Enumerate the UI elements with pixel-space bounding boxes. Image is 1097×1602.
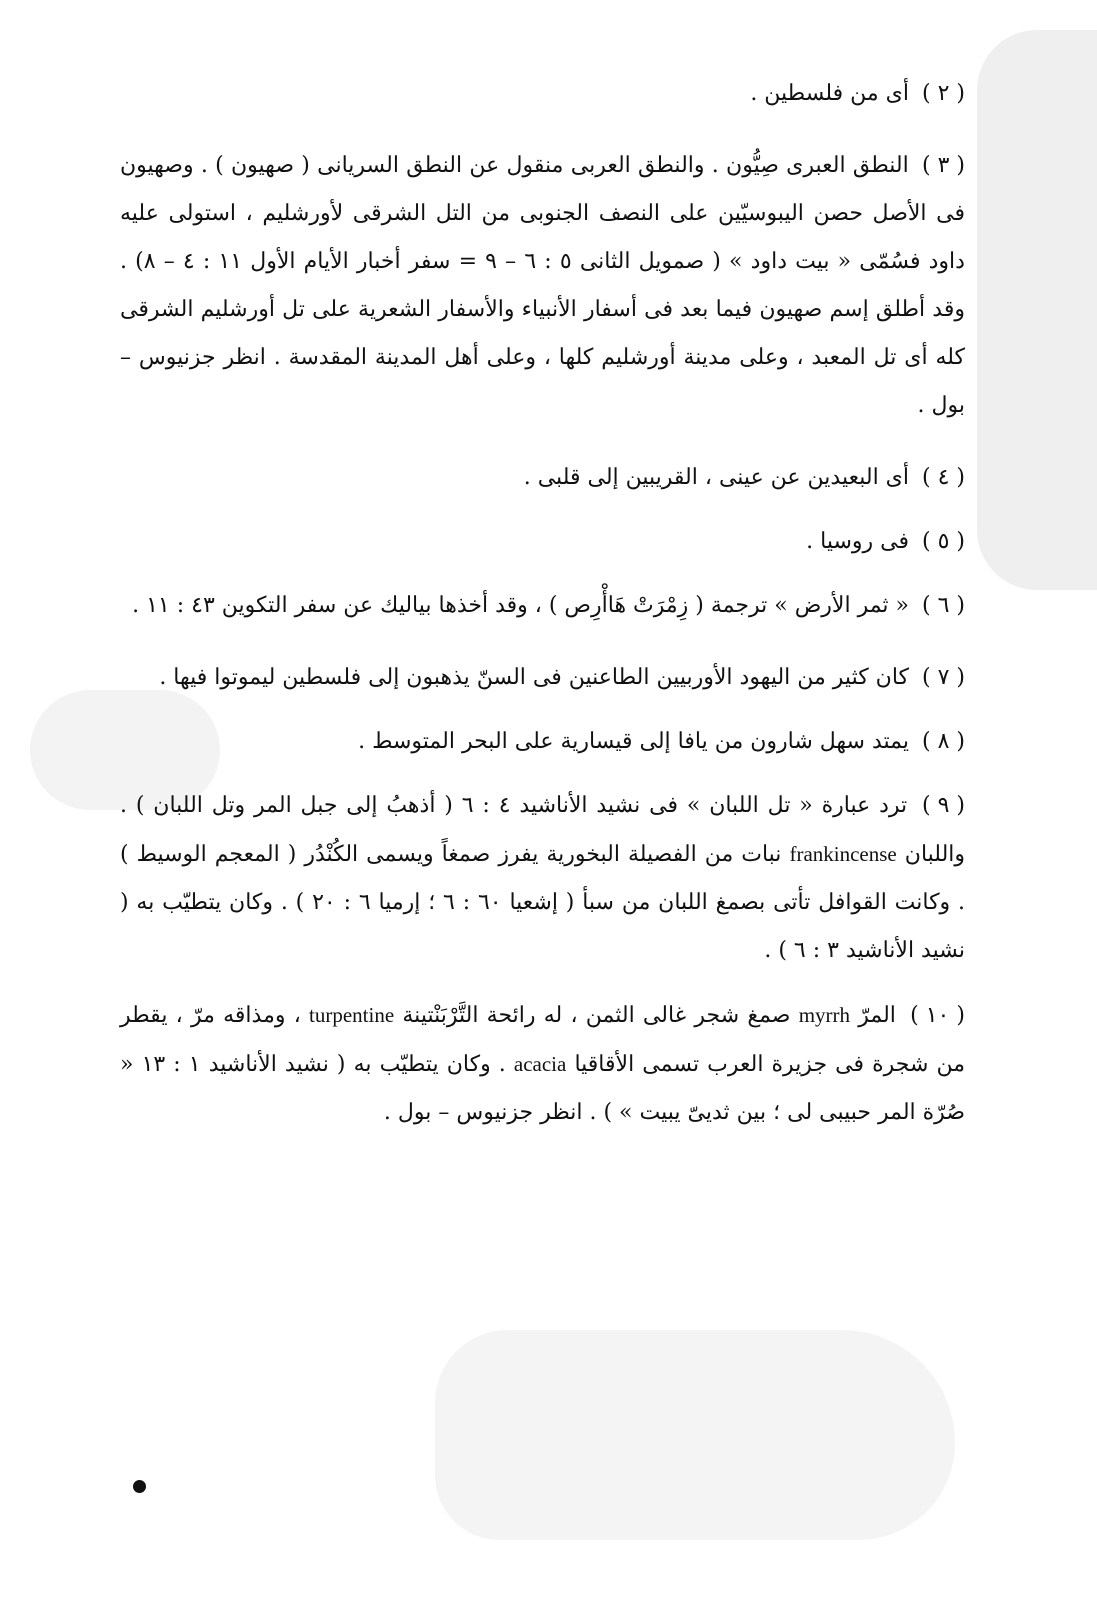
footnote-7 xyxy=(120,654,965,702)
footnote-text: فى روسيا . xyxy=(806,529,910,554)
footnote-number: ( ١٠ ) xyxy=(910,1003,965,1028)
footnote-8 xyxy=(120,718,965,766)
footnote-text: . وكان يتطيّب به ( نشيد الأناشيد ١ : ١٣ « صُرّة المر حبيبى لى ؛ بين ثديىّ يبيت » ) . انظر جزنيوس – بول . xyxy=(120,1052,965,1125)
latin-term: myrrh xyxy=(798,1003,851,1027)
latin-term: acacia xyxy=(513,1052,567,1076)
footnote-number: ( ٨ ) xyxy=(922,729,965,754)
footnote-number: ( ٧ ) xyxy=(922,665,965,690)
footnote-9 xyxy=(120,782,965,975)
footnote-text: النطق العبرى صِيُّون . والنطق العربى منقول عن النطق السريانى ( صهيون ) . وصهيون فى الأصل حصن اليبوسيّين على النصف الجنوبى من التل الشرقى لأورشليم ، استولى عليه داود فسُمّى « بيت داود » ( صمويل الثانى ٥ : ٦ – ٩ = سفر أخبار الأيام الأول ١١ : ٤ – ٨) . وقد أطلق إسم صهيون فيما بعد فى أسفار الأنبياء والأسفار الشعرية على تل أورشليم الشرقى كله أى تل المعبد ، وعلى مدينة أورشليم كلها ، وعلى أهل المدينة المقدسة . انظر جزنيوس – بول . xyxy=(120,153,965,418)
footnote-text: المرّ xyxy=(858,1003,896,1028)
footnote-text: أى من فلسطين . xyxy=(750,81,910,106)
footnote-number: ( ٦ ) xyxy=(922,593,965,618)
scan-smudge xyxy=(977,30,1097,590)
footnote-text: نبات من الفصيلة البخورية يفرز صمغاً ويسمى الكُنْدُر ( المعجم الوسيط ) . وكانت القوافل تأتى بصمغ اللبان من سبأ ( إشعيا ٦٠ : ٦ ؛ إرميا ٦ : ٢٠ ) . وكان يتطيّب به ( نشيد الأناشيد ٣ : ٦ ) . xyxy=(120,842,965,963)
scan-smudge xyxy=(435,1330,955,1540)
latin-term: turpentine xyxy=(309,1003,395,1027)
page-dot-mark xyxy=(133,1480,146,1493)
footnote-5 xyxy=(120,518,965,566)
latin-term: frankincense xyxy=(789,842,897,866)
footnote-text: يمتد سهل شارون من يافا إلى قيسارية على البحر المتوسط . xyxy=(358,729,910,754)
footnote-text: « ثمر الأرض » ترجمة ( زِمْرَتْ هَاأْرِص ) ، وقد أخذها بياليك عن سفر التكوين ٤٣ : ١١ . xyxy=(132,593,910,618)
footnote-text: أى البعيدين عن عينى ، القريبين إلى قلبى . xyxy=(523,465,910,490)
footnote-2 xyxy=(120,70,965,118)
footnote-4 xyxy=(120,454,965,502)
footnote-10 xyxy=(120,991,965,1137)
footnotes-block xyxy=(120,70,965,1137)
footnote-6 xyxy=(120,582,965,630)
footnote-text: صمغ شجر غالى الثمن ، له رائحة التَّرْبَنْتينة xyxy=(402,1003,791,1028)
footnote-text: ، ومذاقه مرّ ، يقطر من شجرة فى جزيرة العرب تسمى الأقاقيا xyxy=(120,1003,966,1077)
footnote-number: ( ٥ ) xyxy=(922,529,965,554)
footnote-number: ( ٢ ) xyxy=(922,81,965,106)
footnote-text: كان كثير من اليهود الأوربيين الطاعنين فى السنّ يذهبون إلى فلسطين ليموتوا فيها . xyxy=(159,665,910,690)
footnote-number: ( ٤ ) xyxy=(922,465,965,490)
footnote-text: ترد عبارة « تل اللبان » فى نشيد الأناشيد ٤ : ٦ ( أذهبُ إلى جبل المر وتل اللبان ) . واللبان xyxy=(120,793,966,867)
footnote-number: ( ٩ ) xyxy=(922,793,965,818)
footnote-number: ( ٣ ) xyxy=(922,153,965,178)
footnote-3 xyxy=(120,142,965,430)
